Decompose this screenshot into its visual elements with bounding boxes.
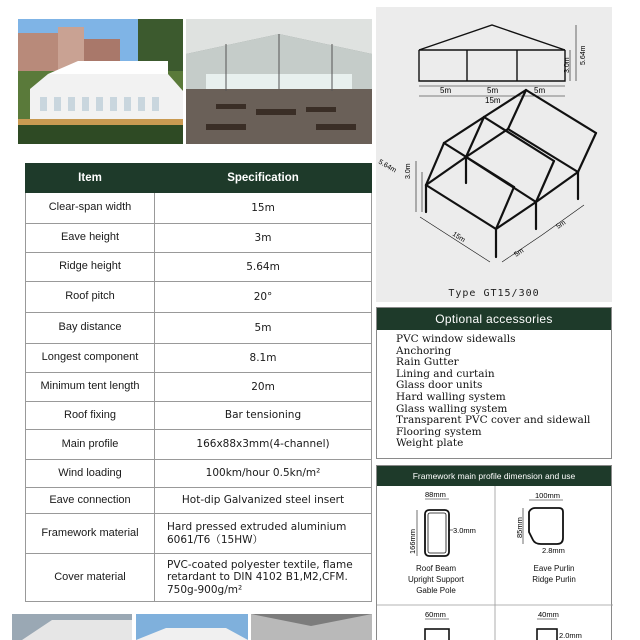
purlin-profile-uses bbox=[495, 563, 613, 585]
iso-ridge: 5.64m bbox=[377, 158, 398, 175]
accessories-list bbox=[377, 330, 611, 450]
spec-value: PVC-coated polyester textile, flame retardant to DIN 4102 B1,M2,CFM. 750g-900g/m² bbox=[155, 554, 372, 602]
accessory-item: Lining and curtain bbox=[396, 367, 495, 380]
front-bay-2: 5m bbox=[487, 86, 499, 95]
spec-item: Clear-span width bbox=[26, 193, 155, 224]
front-bay-1: 5m bbox=[440, 86, 452, 95]
spec-item: Minimum tent length bbox=[26, 373, 155, 402]
accessory-item: Rain Gutter bbox=[396, 356, 459, 369]
small-profile-drawing-2 bbox=[537, 619, 557, 640]
item-column-header: Item bbox=[26, 164, 155, 193]
iso-length: 15m bbox=[450, 230, 467, 245]
main-profile-height: 166mm bbox=[408, 528, 417, 554]
profiles-title: Framework main profile dimension and use bbox=[377, 466, 611, 486]
purlin-profile-height: 85mm bbox=[515, 517, 524, 538]
accessory-item: Weight plate bbox=[396, 437, 464, 450]
spec-value: Hot-dip Galvanized steel insert bbox=[155, 488, 372, 514]
front-span: 15m bbox=[485, 96, 501, 105]
front-ridge: 5.64m bbox=[580, 45, 587, 65]
specification-table bbox=[25, 163, 372, 602]
accessory-item: Anchoring bbox=[396, 344, 452, 357]
spec-value: 3m bbox=[155, 224, 372, 253]
purlin-profile-wall: 2.8mm bbox=[542, 546, 565, 555]
profile-dimensions-panel bbox=[376, 465, 612, 640]
small-profile-1-width: 60mm bbox=[425, 610, 446, 619]
spec-item: Longest component bbox=[26, 344, 155, 373]
main-profile-width: 88mm bbox=[425, 490, 446, 499]
spec-value: 8.1m bbox=[155, 344, 372, 373]
tent-interior-photo bbox=[186, 19, 372, 144]
main-profile-wall: 3.0mm bbox=[453, 526, 476, 535]
main-profile-drawing bbox=[417, 499, 453, 556]
spec-value: Bar tensioning bbox=[155, 402, 372, 430]
purlin-profile-width: 100mm bbox=[535, 491, 561, 500]
purlin-profile-drawing bbox=[523, 500, 563, 544]
front-eave: 3.0m bbox=[564, 57, 571, 73]
small-profile-2-wall: 2.0mm bbox=[559, 631, 582, 640]
spec-value: 5.64m bbox=[155, 253, 372, 282]
accessory-item: Flooring system bbox=[396, 425, 482, 438]
front-bay-3: 5m bbox=[534, 86, 546, 95]
spec-value: 15m bbox=[155, 193, 372, 224]
spec-item: Wind loading bbox=[26, 460, 155, 488]
spec-item: Main profile bbox=[26, 430, 155, 460]
spec-value: 20m bbox=[155, 373, 372, 402]
iso-bay-1: 5m bbox=[513, 247, 526, 259]
iso-eave: 3.0m bbox=[405, 163, 412, 179]
tent-exterior-photo bbox=[18, 19, 183, 144]
bottom-photo-2 bbox=[136, 614, 248, 640]
spec-item: Bay distance bbox=[26, 313, 155, 344]
bottom-photo-3 bbox=[251, 614, 372, 640]
spec-value: 166x88x3mm(4-channel) bbox=[155, 430, 372, 460]
spec-value: 5m bbox=[155, 313, 372, 344]
spec-value: Hard pressed extruded aluminium 6061/T6（15HW） bbox=[155, 514, 372, 554]
iso-bay-2: 5m bbox=[555, 219, 568, 231]
spec-value: 100km/hour 0.5kn/m² bbox=[155, 460, 372, 488]
profile-use: Upright Support bbox=[407, 575, 465, 584]
optional-accessories-panel bbox=[376, 307, 612, 459]
tent-diagram bbox=[376, 7, 612, 302]
accessory-item: Hard walling system bbox=[396, 390, 506, 403]
spec-value: 20° bbox=[155, 282, 372, 313]
accessory-item: PVC window sidewalls bbox=[396, 333, 516, 345]
accessory-item: Transparent PVC cover and sidewall bbox=[396, 414, 591, 427]
accessory-item: Glass walling system bbox=[396, 402, 508, 415]
spec-item: Roof pitch bbox=[26, 282, 155, 313]
spec-item: Eave height bbox=[26, 224, 155, 253]
accessory-item: Glass door units bbox=[396, 379, 483, 392]
main-profile-uses bbox=[377, 563, 495, 596]
accessories-title: Optional accessories bbox=[377, 308, 611, 330]
profile-use: Eave Purlin bbox=[533, 564, 575, 573]
profile-use: Roof Beam bbox=[415, 564, 457, 573]
specification-column-header: Specification bbox=[155, 164, 372, 193]
profile-use: Gable Pole bbox=[416, 586, 456, 595]
spec-item: Eave connection bbox=[26, 488, 155, 514]
small-profile-drawing-1 bbox=[425, 619, 449, 640]
profile-use: Ridge Purlin bbox=[532, 575, 576, 584]
spec-item: Framework material bbox=[26, 514, 155, 554]
spec-item: Roof fixing bbox=[26, 402, 155, 430]
bottom-photo-1 bbox=[12, 614, 132, 640]
spec-item: Cover material bbox=[26, 554, 155, 602]
tent-type-label: Type GT15/300 bbox=[448, 288, 540, 299]
small-profile-2-width: 40mm bbox=[538, 610, 559, 619]
spec-item: Ridge height bbox=[26, 253, 155, 282]
